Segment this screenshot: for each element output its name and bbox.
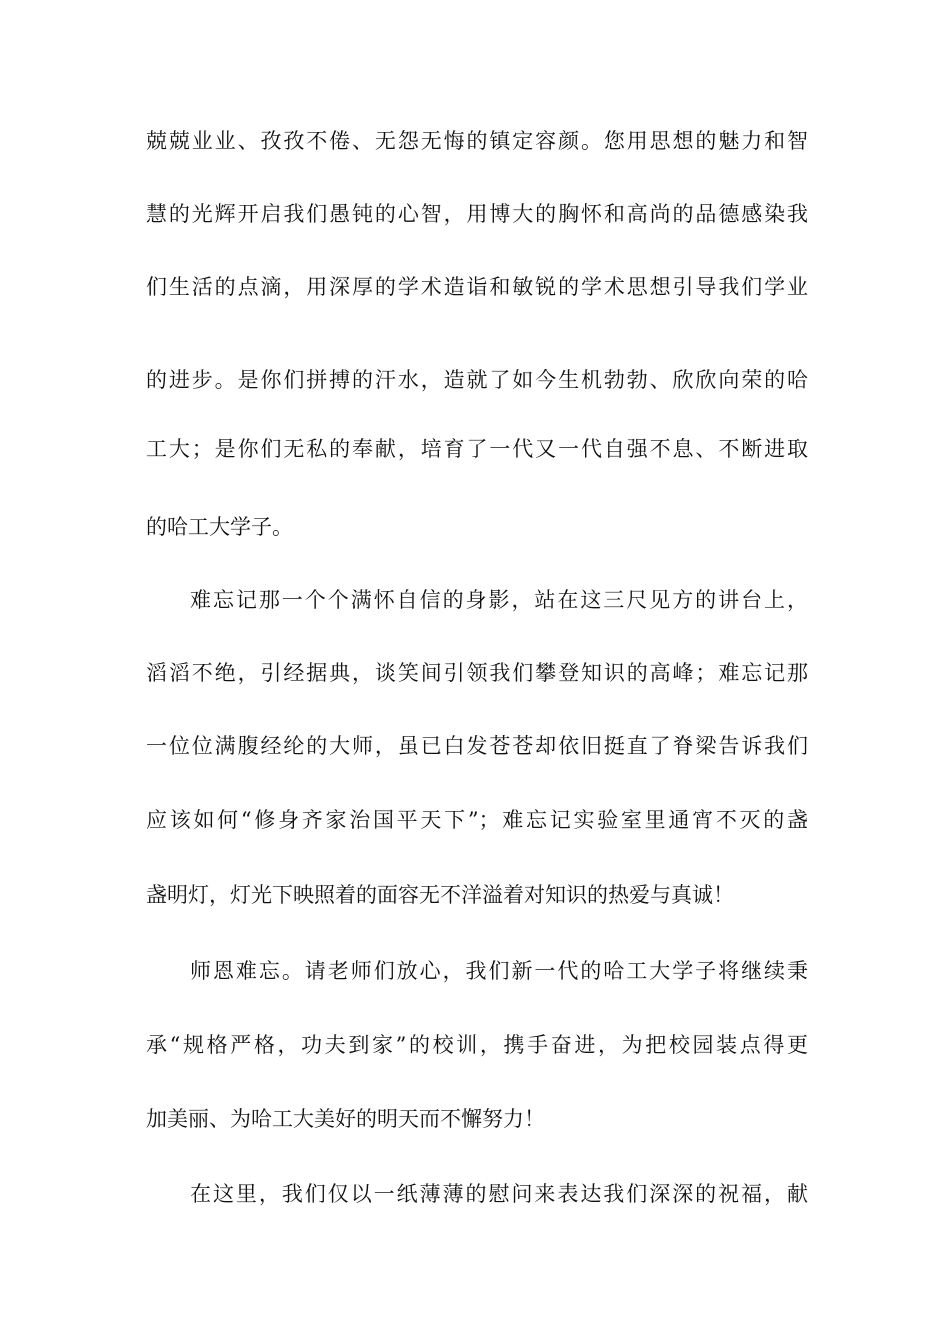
text-line: 兢兢业业、孜孜不倦、无怨无悔的镇定容颜。您用思想的魅力和智 — [146, 129, 808, 153]
text-line: 应该如何“修身齐家治国平天下”；难忘记实验室里通宵不灭的盏 — [146, 808, 808, 832]
paragraph-first-line: 难忘记那一个个满怀自信的身影，站在这三尺见方的讲台上， — [190, 588, 808, 612]
text-line: 慧的光辉开启我们愚钝的心智，用博大的胸怀和高尚的品德感染我 — [146, 202, 808, 226]
text-line: 承“规格严格，功夫到家”的校训，携手奋进，为把校园装点得更 — [146, 1033, 808, 1057]
text-line: 滔滔不绝，引经据典，谈笑间引领我们攀登知识的高峰；难忘记那 — [146, 661, 808, 685]
text-line: 盏明灯，灯光下映照着的面容无不洋溢着对知识的热爱与真诚！ — [146, 883, 734, 907]
text-line: 工大；是你们无私的奉献，培育了一代又一代自强不息、不断进取 — [146, 437, 808, 461]
text-line: 的进步。是你们拼搏的汗水，造就了如今生机勃勃、欣欣向荣的哈 — [146, 368, 808, 392]
text-line: 一位位满腹经纶的大师，虽已白发苍苍却依旧挺直了脊梁告诉我们 — [146, 734, 808, 758]
paragraph-first-line: 在这里，我们仅以一纸薄薄的慰问来表达我们深深的祝福，献 — [190, 1182, 808, 1206]
paragraph-first-line: 师恩难忘。请老师们放心，我们新一代的哈工大学子将继续秉 — [190, 959, 808, 983]
text-line: 们生活的点滴，用深厚的学术造诣和敏锐的学术思想引导我们学业 — [146, 275, 808, 299]
text-line: 的哈工大学子。 — [146, 515, 293, 539]
text-line: 加美丽、为哈工大美好的明天而不懈努力！ — [146, 1107, 545, 1131]
